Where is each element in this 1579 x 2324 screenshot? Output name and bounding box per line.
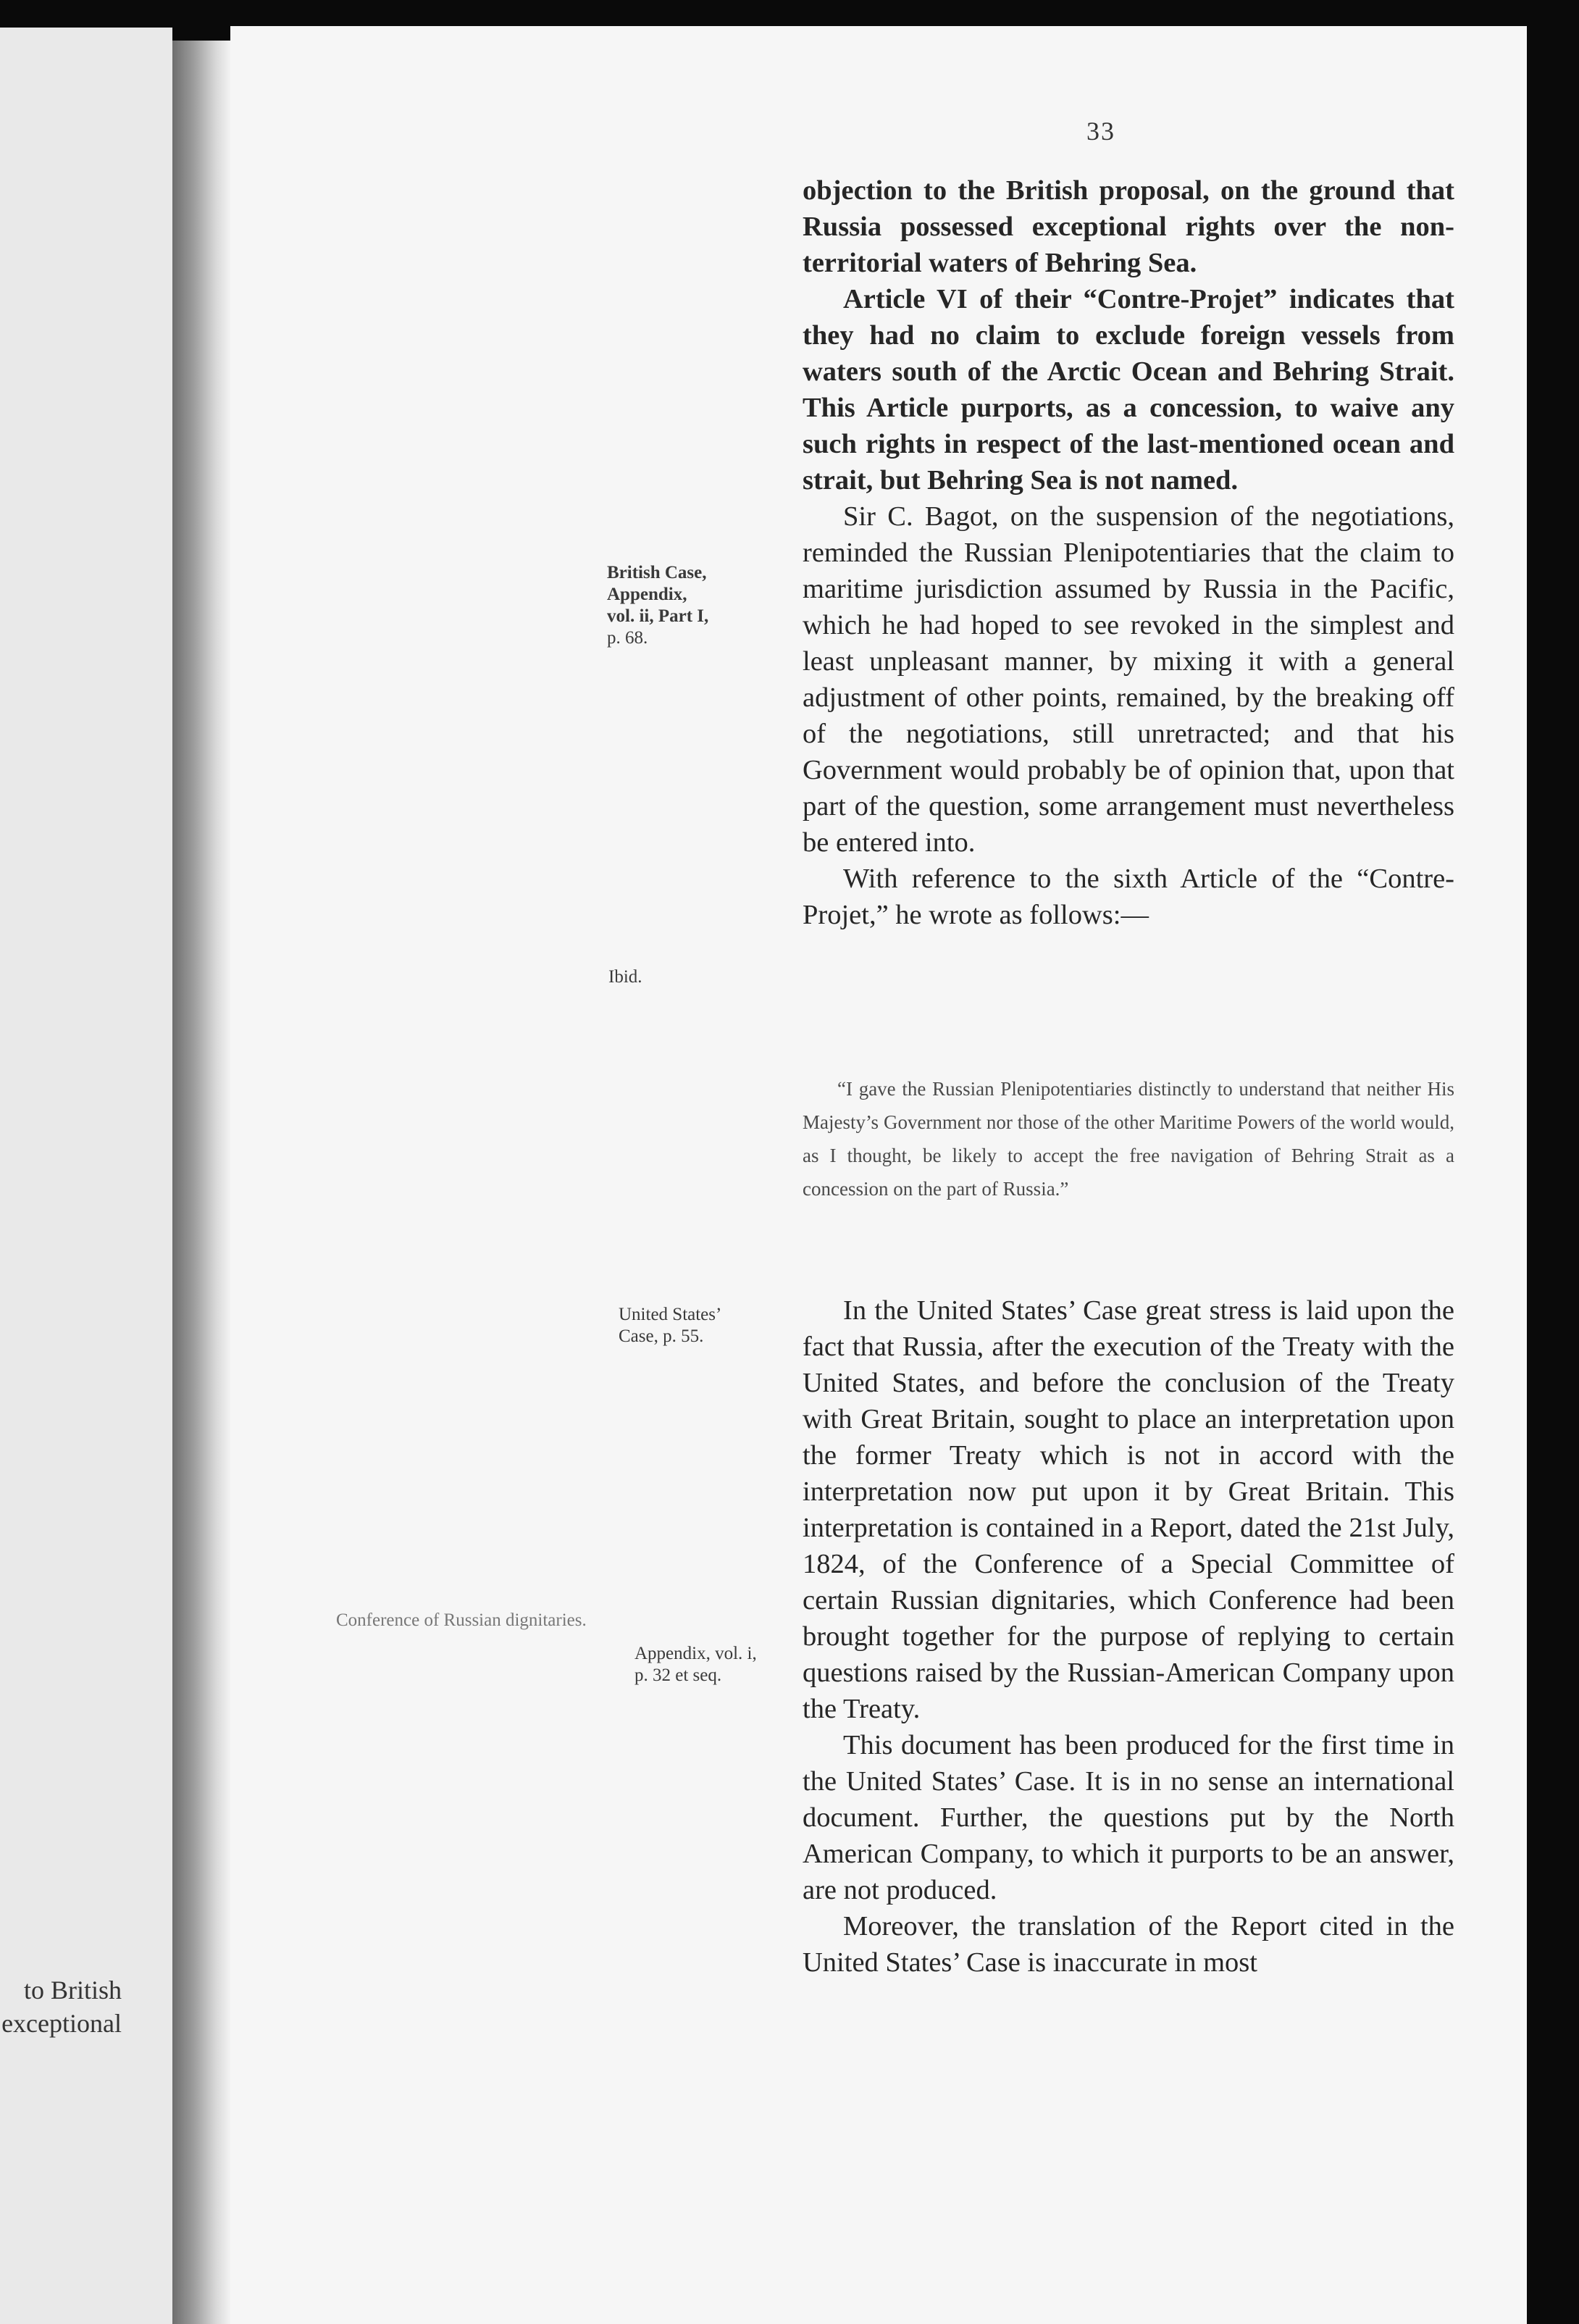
paragraph-3: Sir C. Bagot, on the suspension of the negotiations, reminded the Russian Plenipotentiaries that the claim to maritime jurisdiction assumed by Russia in the Pacific, which he had hoped to see revoked in the simplest and least unpleasant manner, by mixing it with a general adjustment of other points, remained, by the breaking off of the negotiations, still unretracted; and that his Government would probably be of opinion that, upon that part of the question, some arrangement must nevertheless be entered into.: [803, 501, 1454, 858]
note-line: vol. ii, Part I,: [607, 606, 709, 626]
paragraph-6: This document has been produced for the first time in the United States’ Case. It is in no sense an international document. Further, the questions put by the North American Company, to which it purports to be an answer, are not produced.: [803, 1730, 1454, 1905]
margin-note-conference: Conference of Russian dignitaries.: [336, 1610, 587, 1630]
note-line: Case, p. 55.: [619, 1326, 704, 1346]
margin-note-british-case: [607, 562, 708, 649]
facing-page-line: exceptional: [1, 2009, 122, 2038]
book-gutter-shadow: [172, 41, 230, 2324]
main-text-lower: [803, 1292, 1454, 1981]
margin-note-appendix: [634, 1643, 757, 1686]
note-line: Appendix, vol. i,: [634, 1644, 757, 1663]
note-line: United States’: [619, 1305, 722, 1324]
page-edge: [1527, 0, 1579, 2324]
paragraph-4: With reference to the sixth Article of the “Contre-Projet,” he wrote as follows:—: [803, 864, 1454, 930]
paragraph-5: In the United States’ Case great stress is laid upon the fact that Russia, after the execution of the Treaty with the United States, and before the conclusion of the Treaty with Great Britain, sought to place an interpretation upon the former Treaty which is not in accord with the interpretation now put upon it by Great Britain. This interpretation is contained in a Report, dated the 21st July, 1824, of the Conference of a Special Committee of certain Russian dignitaries, which Conference had been brought together for the purpose of replying to certain questions raised by the Russian-American Company upon the Treaty.: [803, 1295, 1454, 1724]
note-line: British Case,: [607, 563, 707, 582]
margin-note-us-case: [619, 1304, 721, 1347]
facing-page: [0, 28, 172, 2324]
facing-page-text-fragment: [1, 1973, 122, 2040]
block-quote: “I gave the Russian Plenipotentiaries distinctly to understand that neither His Majesty’s Government nor those of the other Maritime Powers of the world would, as I thought, be likely to accept the free navigation of Behring Strait as a concession on the part of Russia.”: [803, 1078, 1454, 1200]
facing-page-line: to British: [23, 1976, 122, 2005]
note-line: p. 68.: [607, 628, 648, 648]
paragraph-1: objection to the British proposal, on the ground that Russia possessed exceptional rights over the non-territorial waters of Behring Sea.: [803, 175, 1454, 278]
margin-note-ibid: Ibid.: [608, 967, 642, 987]
note-line: Appendix,: [607, 585, 687, 604]
paragraph-2: Article VI of their “Contre-Projet” indicates that they had no claim to exclude foreign vessels from waters south of the Arctic Ocean and Behring Strait. This Article purports, as a concession, to waive any such rights in respect of the last-mentioned ocean and strait, but Behring Sea is not named.: [803, 284, 1454, 496]
main-text-upper: [803, 172, 1454, 933]
paragraph-7: Moreover, the translation of the Report cited in the United States’ Case is inaccurate in most: [803, 1911, 1454, 1978]
page-number: 33: [1086, 117, 1115, 146]
note-line: p. 32 et seq.: [634, 1665, 722, 1685]
